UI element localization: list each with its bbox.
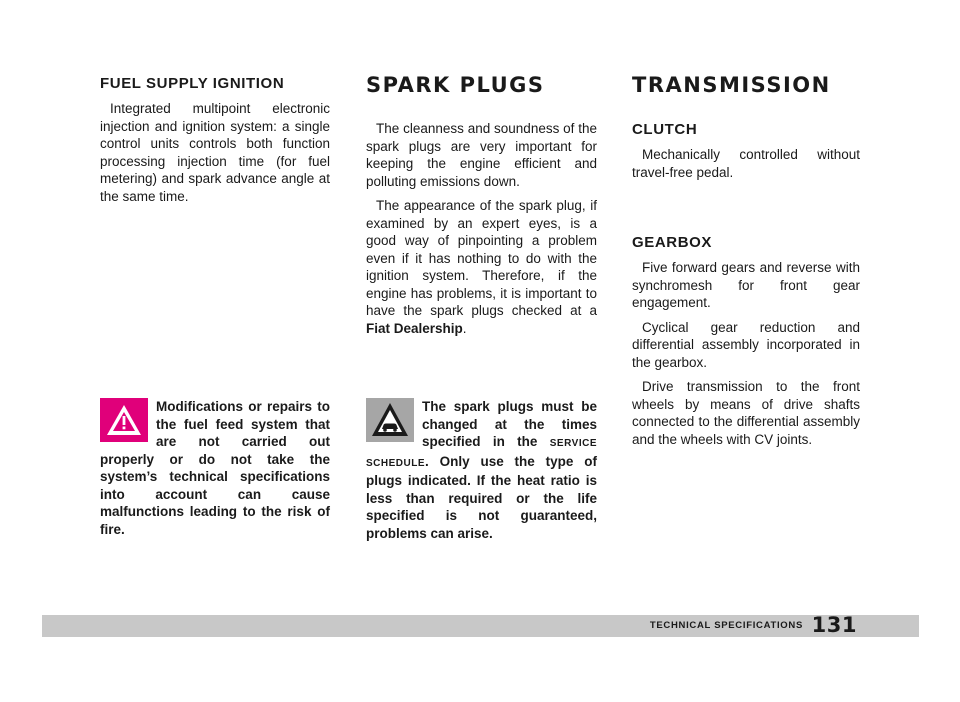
spark-plug-warning-text-end: . Only use the type of plugs indicated. If the heat ratio is less than required or the life specified is not guaranteed, problems can arise. — [366, 453, 597, 541]
warning-triangle-icon — [100, 398, 148, 442]
fuel-supply-heading: FUEL SUPPLY IGNITION — [100, 75, 285, 92]
gearbox-paragraph-3: Drive transmission to the front wheels by means of drive shafts connected to the differential assembly and the wheels with CV joints. — [632, 379, 860, 447]
fuel-supply-section — [100, 74, 330, 212]
gearbox-heading: GEARBOX — [632, 234, 713, 251]
spark-plug-warning-text: The spark plugs must be changed at the times specified in the — [422, 399, 597, 449]
gearbox-paragraph-1: Five forward gears and reverse with synchromesh for front gear engagement. — [632, 260, 860, 310]
transmission-heading: TRANSMISSION — [632, 73, 831, 97]
clutch-heading: CLUTCH — [632, 121, 698, 138]
clutch-paragraph: Mechanically controlled without travel-free pedal. — [632, 147, 860, 180]
car-warning-triangle-icon — [366, 398, 414, 442]
footer-section-label: TECHNICAL SPECIFICATIONS — [649, 620, 803, 631]
spark-plugs-section — [366, 72, 597, 344]
fuel-feed-warning — [100, 398, 330, 538]
footer-bar — [42, 615, 919, 637]
spark-plugs-heading: SPARK PLUGS — [366, 73, 545, 97]
transmission-section — [632, 72, 860, 455]
fuel-supply-paragraph: Integrated multipoint electronic injection and ignition system: a single control units controls both function processing injection time (for fuel metering) and spark advance angle at the same time. — [100, 101, 330, 204]
spark-plugs-paragraph-1: The cleanness and soundness of the spark plugs are very important for keeping the engine efficient and polluting emissions down. — [366, 121, 597, 189]
spark-plugs-paragraph-2-text: The appearance of the spark plug, if examined by an expert eyes, is a good way of pinpointing a problem even if it has nothing to do with the ignition system. Therefore, if the engine has problems, it is important to have the spark plugs checked at a — [366, 198, 597, 318]
fiat-dealership-text: Fiat Dealership — [366, 320, 463, 336]
gearbox-paragraph-2: Cyclical gear reduction and differential assembly incorporated in the gearbox. — [632, 319, 860, 370]
fuel-feed-warning-text: Modifications or repairs to the fuel feed system that are not carried out properly or do not take the system’s technical specifications into account can cause malfunctions leading to the risk of fire. — [100, 399, 330, 537]
spark-plugs-paragraph-2 — [366, 197, 597, 337]
spark-plug-warning — [366, 398, 597, 542]
service-schedule-text: SERVICE SCHEDULE — [366, 438, 597, 469]
spark-plugs-paragraph-2-end: . — [462, 320, 467, 336]
page-number: 131 — [811, 613, 857, 637]
